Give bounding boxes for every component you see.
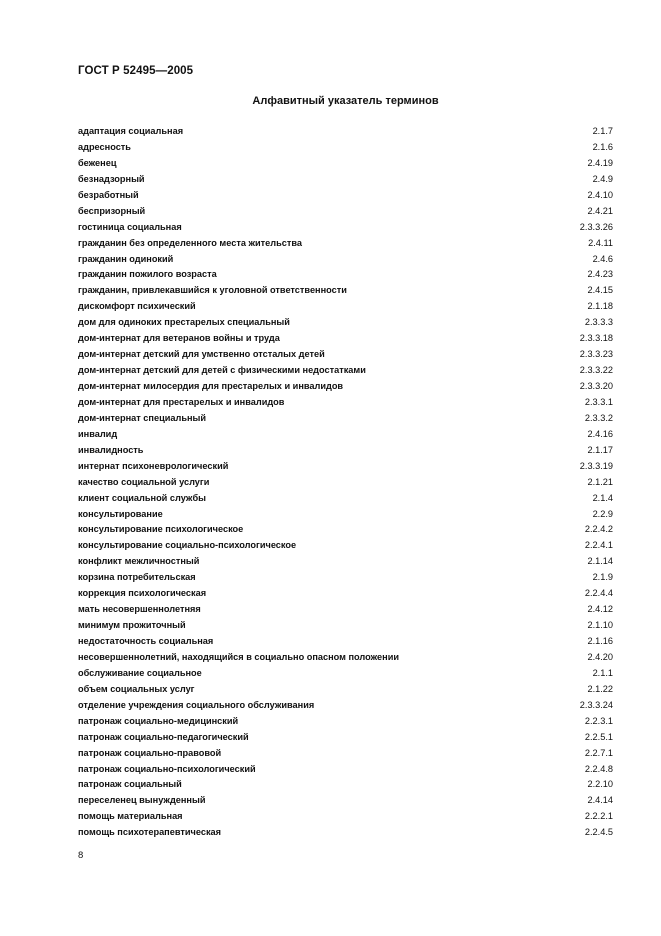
index-entry xyxy=(78,491,614,507)
index-entry xyxy=(78,252,614,268)
index-entry xyxy=(78,315,614,331)
index-reference: 2.1.17 xyxy=(587,444,613,455)
index-entry xyxy=(78,363,614,379)
index-entry xyxy=(78,522,614,538)
term-index-list xyxy=(78,124,614,841)
index-entry xyxy=(78,666,614,682)
index-reference: 2.4.15 xyxy=(587,285,613,296)
index-term: дискомфорт психический xyxy=(78,301,196,312)
index-entry xyxy=(78,570,614,586)
index-term: недостаточность социальная xyxy=(78,636,214,646)
index-reference: 2.2.10 xyxy=(587,779,613,790)
index-reference: 2.2.3.1 xyxy=(584,715,613,726)
index-entry xyxy=(78,777,614,793)
index-entry xyxy=(78,140,614,156)
index-entry xyxy=(78,156,614,172)
index-term: беженец xyxy=(78,157,117,168)
index-reference: 2.4.6 xyxy=(592,253,613,264)
index-reference: 2.1.16 xyxy=(587,636,613,646)
index-reference: 2.1.14 xyxy=(587,556,613,567)
index-term: дом-интернат для ветеранов войны и труда xyxy=(78,333,280,344)
document-code-header: ГОСТ Р 52495—2005 xyxy=(78,65,194,77)
index-reference: 2.3.3.24 xyxy=(579,699,613,710)
index-entry xyxy=(78,124,614,140)
index-reference: 2.1.21 xyxy=(587,476,613,487)
index-reference: 2.2.7.1 xyxy=(584,747,613,758)
index-entry xyxy=(78,267,614,283)
index-term: адаптация социальная xyxy=(78,126,184,136)
index-entry xyxy=(78,809,614,825)
index-reference: 2.3.3.2 xyxy=(584,412,613,423)
index-term: консультирование социально-психологическое xyxy=(78,540,297,551)
index-entry xyxy=(78,586,614,602)
index-reference: 2.1.1 xyxy=(592,667,613,678)
index-reference: 2.3.3.19 xyxy=(579,460,613,471)
index-term: инвалидность xyxy=(78,444,144,455)
index-entry xyxy=(78,220,614,236)
index-entry xyxy=(78,762,614,778)
index-term: патронаж социально-психологический xyxy=(78,763,256,774)
index-reference: 2.4.11 xyxy=(588,237,613,248)
index-reference: 2.2.4.2 xyxy=(584,524,613,535)
index-entry xyxy=(78,825,614,841)
index-term: консультирование xyxy=(78,508,163,519)
index-term: гражданин без определенного места жительства xyxy=(78,237,302,248)
index-entry xyxy=(78,682,614,698)
index-reference: 2.3.3.23 xyxy=(579,349,613,360)
index-reference: 2.2.2.1 xyxy=(584,811,613,822)
index-reference: 2.4.12 xyxy=(587,604,613,615)
index-entry xyxy=(78,698,614,714)
index-reference: 2.2.5.1 xyxy=(584,731,613,742)
index-entry xyxy=(78,634,614,650)
index-reference: 2.1.22 xyxy=(587,683,613,694)
index-entry xyxy=(78,331,614,347)
index-entry xyxy=(78,793,614,809)
index-term: минимум прожиточный xyxy=(78,620,186,631)
index-term: отделение учреждения социального обслуживания xyxy=(78,699,315,710)
index-reference: 2.3.3.1 xyxy=(584,396,613,407)
index-reference: 2.1.4 xyxy=(592,492,613,503)
index-reference: 2.2.4.8 xyxy=(584,763,613,774)
index-term: несовершеннолетний, находящийся в социально опасном положении xyxy=(78,651,399,662)
index-entry xyxy=(78,395,614,411)
index-reference: 2.2.9 xyxy=(592,508,613,519)
index-entry xyxy=(78,475,614,491)
index-term: объем социальных услуг xyxy=(78,683,195,694)
index-term: мать несовершеннолетняя xyxy=(78,604,201,615)
index-term: гражданин, привлекавшийся к уголовной ответственности xyxy=(78,285,347,296)
index-term: инвалид xyxy=(78,428,118,439)
index-term: качество социальной услуги xyxy=(78,476,210,487)
index-entry xyxy=(78,443,614,459)
index-term: дом-интернат для престарелых и инвалидов xyxy=(78,396,285,407)
index-entry xyxy=(78,236,614,252)
index-entry xyxy=(78,618,614,634)
index-reference: 2.4.16 xyxy=(587,428,613,439)
index-entry xyxy=(78,188,614,204)
index-term: обслуживание социальное xyxy=(78,667,202,678)
index-title: Алфавитный указатель терминов xyxy=(252,95,439,107)
index-term: дом-интернат специальный xyxy=(78,412,207,423)
index-entry xyxy=(78,650,614,666)
index-term: патронаж социально-медицинский xyxy=(78,715,239,726)
index-term: интернат психоневрологический xyxy=(78,460,229,471)
index-term: дом-интернат детский для умственно отсталых детей xyxy=(78,349,325,360)
index-entry xyxy=(78,459,614,475)
index-entry xyxy=(78,602,614,618)
index-reference: 2.4.23 xyxy=(587,269,613,280)
index-reference: 2.4.14 xyxy=(587,795,613,806)
index-term: корзина потребительская xyxy=(78,572,196,583)
index-term: гражданин одинокий xyxy=(78,253,174,264)
index-term: помощь психотерапевтическая xyxy=(78,827,222,838)
index-reference: 2.2.4.5 xyxy=(584,827,613,838)
index-entry xyxy=(78,283,614,299)
index-entry xyxy=(78,746,614,762)
index-entry xyxy=(78,172,614,188)
index-reference: 2.1.6 xyxy=(592,141,613,152)
index-reference: 2.1.18 xyxy=(587,301,613,312)
index-entry xyxy=(78,411,614,427)
index-term: адресность xyxy=(78,141,131,152)
index-entry xyxy=(78,554,614,570)
index-term: гражданин пожилого возраста xyxy=(78,269,217,280)
index-reference: 2.3.3.22 xyxy=(579,365,613,376)
index-reference: 2.4.21 xyxy=(587,205,613,216)
index-entry xyxy=(78,204,614,220)
index-reference: 2.3.3.3 xyxy=(584,317,613,328)
page-number: 8 xyxy=(78,850,84,861)
index-entry xyxy=(78,299,614,315)
index-term: безнадзорный xyxy=(78,173,145,184)
index-term: патронаж социально-педагогический xyxy=(78,731,249,742)
index-entry xyxy=(78,427,614,443)
index-reference: 2.1.9 xyxy=(592,572,613,583)
index-entry xyxy=(78,347,614,363)
index-entry xyxy=(78,714,614,730)
index-reference: 2.1.7 xyxy=(592,126,613,136)
index-term: дом-интернат милосердия для престарелых и инвалидов xyxy=(78,381,344,391)
index-term: переселенец вынужденный xyxy=(78,795,206,806)
index-entry xyxy=(78,538,614,554)
index-term: безработный xyxy=(78,189,139,200)
index-term: коррекция психологическая xyxy=(78,588,207,599)
index-reference: 2.4.19 xyxy=(587,157,613,168)
index-term: дом-интернат детский для детей с физическими недостатками xyxy=(78,365,366,376)
index-term: патронаж социальный xyxy=(78,779,182,790)
index-reference: 2.4.20 xyxy=(587,651,613,662)
index-entry xyxy=(78,507,614,523)
index-term: помощь материальная xyxy=(78,811,183,822)
index-term: патронаж социально-правовой xyxy=(78,747,222,758)
index-reference: 2.2.4.1 xyxy=(584,540,613,551)
index-term: конфликт межличностный xyxy=(78,556,200,567)
index-term: консультирование психологическое xyxy=(78,524,244,535)
index-entry xyxy=(78,730,614,746)
index-reference: 2.3.3.26 xyxy=(579,221,613,232)
index-term: клиент социальной службы xyxy=(78,492,206,503)
index-reference: 2.3.3.18 xyxy=(579,333,613,344)
index-term: гостиница социальная xyxy=(78,221,182,232)
index-reference: 2.4.10 xyxy=(587,189,613,200)
index-entry xyxy=(78,379,614,395)
index-reference: 2.1.10 xyxy=(587,620,613,631)
index-reference: 2.2.4.4 xyxy=(584,588,613,599)
index-reference: 2.3.3.20 xyxy=(579,381,613,391)
index-term: беспризорный xyxy=(78,205,146,216)
index-reference: 2.4.9 xyxy=(592,173,613,184)
index-term: дом для одиноких престарелых специальный xyxy=(78,317,290,328)
